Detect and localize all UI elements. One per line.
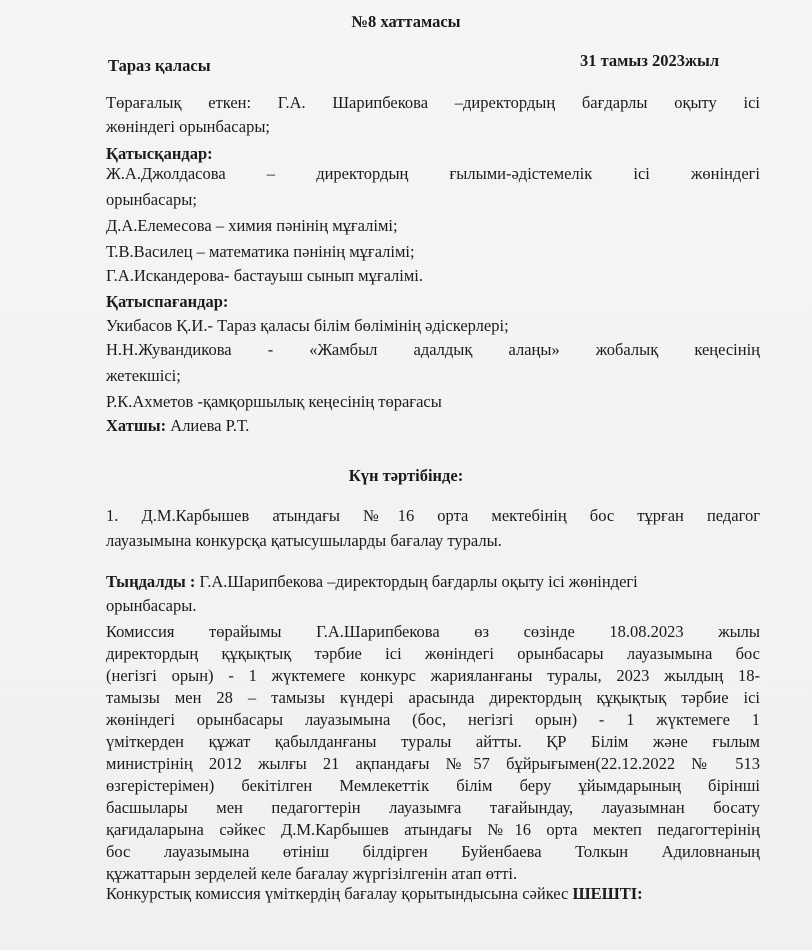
body-line-8: өзгерістерімен) бекітілген Мемлекеттік білім беру ұйымдарының бірінші: [106, 776, 760, 795]
body-line-10: қағидаларына сәйкес Д.М.Карбышев атындағы №16 орта мектеп педагогтерінің: [106, 820, 760, 839]
protocol-title: №8 хаттамасы: [351, 12, 461, 31]
body-line-9: басшылары мен педагогтерін лауазымға тағайындау, лауазымнан босату: [106, 798, 760, 817]
decision-text: Конкурстық комиссия үміткердің бағалау қорытындысына сәйкес: [106, 884, 573, 903]
secretary-name: Алиева Р.Т.: [166, 416, 250, 435]
heard-line-2: орынбасары.: [106, 596, 197, 615]
participant-line-4: Т.В.Василец – математика пәнінің мұғалімі;: [106, 242, 415, 261]
date-label: 31 тамыз 2023жыл: [580, 51, 720, 70]
absent-heading: Қатыспағандар:: [106, 292, 229, 311]
body-line-5: жөніндегі орынбасары лауазымына (бос, негізгі орын) - 1 жүктемеге 1: [106, 710, 760, 729]
body-line-3: (негізгі орын) - 1 жүктемеге конкурс жарияланғаны туралы, 2023 жылдың 18-: [106, 666, 760, 685]
participant-line-1: Ж.А.Джолдасова – директордың ғылыми-әдістемелік ісі жөніндегі: [106, 164, 760, 183]
participant-line-3: Д.А.Елемесова – химия пәнінің мұғалімі;: [106, 216, 398, 235]
body-line-1: Комиссия төрайымы Г.А.Шарипбекова өз сөзінде 18.08.2023 жылы: [106, 622, 760, 641]
chair-line-2: жөніндегі орынбасары;: [106, 117, 270, 136]
chair-line-1: Төрағалық еткен: Г.А. Шарипбекова –директордың бағдарлы оқыту ісі: [106, 93, 760, 112]
absent-line-4: Р.К.Ахметов -қамқоршылық кеңесінің төрағасы: [106, 392, 442, 411]
decision-line: [106, 884, 643, 904]
body-line-4: тамызы мен 28 – тамызы күндері арасында директордың құқықтық тәрбие ісі: [106, 688, 760, 707]
heard-label: Тыңдалды :: [106, 572, 196, 591]
participant-line-5: Г.А.Искандерова- бастауыш сынып мұғалімі.: [106, 266, 424, 285]
body-line-7: министрінің 2012 жылғы 21 ақпандағы №57 бұйрығымен(22.12.2022 № 513: [106, 754, 760, 773]
decision-label: ШЕШТІ:: [572, 884, 643, 903]
agenda-line-1: 1. Д.М.Карбышев атындағы №16 орта мектебінің бос тұрған педагог: [106, 506, 760, 525]
participant-line-2: орынбасары;: [106, 190, 197, 209]
body-line-6: үміткерден құжат қабылданғаны туралы айтты. ҚР Білім және ғылым: [106, 732, 760, 751]
agenda-line-2: лауазымына конкурсқа қатысушыларды бағалау туралы.: [106, 531, 502, 550]
heard-text: Г.А.Шарипбекова –директордың бағдарлы оқыту ісі жөніндегі: [195, 572, 638, 591]
absent-line-3: жетекшісі;: [106, 366, 181, 385]
absent-line-2: Н.Н.Жувандикова - «Жамбыл адалдық алаңы» жобалық кеңесінің: [106, 340, 760, 359]
participants-heading: Қатысқандар:: [106, 144, 213, 163]
agenda-heading: Күн тәртібінде:: [348, 466, 464, 485]
body-line-12: құжаттарын зерделей келе бағалау жүргізілгенін атап өтті.: [106, 864, 518, 883]
body-line-11: бос лауазымына өтініш білдірген Буйенбаева Толкын Адиловнаның: [106, 842, 760, 861]
body-line-2: директордың құқықтық тәрбие ісі жөніндегі орынбасары лауазымына бос: [106, 644, 760, 663]
secretary-label: Хатшы:: [106, 416, 167, 435]
absent-line-1: Укибасов Қ.И.- Тараз қаласы білім бөлімінің әдіскерлері;: [106, 316, 509, 335]
city-label: Тараз қаласы: [108, 56, 211, 75]
secretary-line: [106, 416, 249, 436]
heard-line-1: [106, 572, 638, 592]
